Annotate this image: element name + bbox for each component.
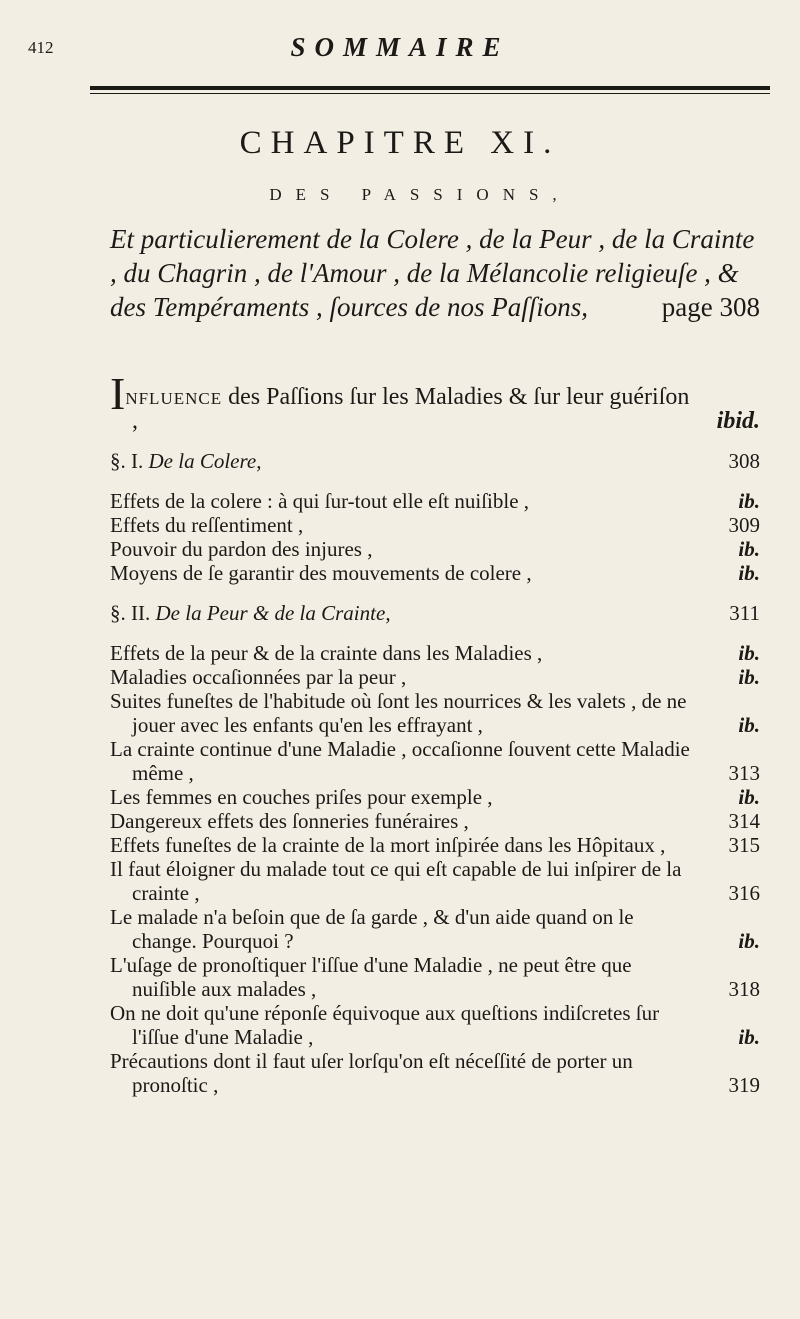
chapter-summary	[110, 222, 760, 324]
toc-entry-page: ib.	[738, 665, 760, 689]
section-page: 308	[728, 449, 760, 473]
toc-entry-page: ib.	[738, 561, 760, 585]
toc-entry-text: Il faut éloigner du malade tout ce qui eſt capable de lui inſpirer de la crainte ,	[110, 857, 682, 905]
chapter-subtitle: DES PASSIONS,	[269, 185, 571, 204]
toc-entry	[110, 489, 760, 513]
toc-entry-page: 313	[728, 761, 760, 785]
lead-entry-text: des Paſſions ſur les Maladies & ſur leur guériſon ,	[132, 384, 690, 434]
drop-initial: I	[110, 368, 126, 419]
page-number: 412	[28, 38, 54, 57]
toc-entry-page: ib.	[738, 537, 760, 561]
toc-entry-text: On ne doit qu'une réponſe équivoque aux queſtions indiſcretes ſur l'iſſue d'une Maladie ,	[110, 1001, 660, 1049]
toc-entry-page: 316	[728, 881, 760, 905]
toc-entry-page: 318	[728, 977, 760, 1001]
toc-entry-text: Suites funeſtes de l'habitude où ſont les nourrices & les valets , de ne jouer avec les enfants qu'en les effrayant ,	[110, 689, 687, 737]
section-title: De la Peur & de la Crainte	[155, 601, 386, 625]
toc-entry-text: Effets de la peur & de la crainte dans les Maladies ,	[110, 641, 543, 665]
toc-entry-text: Effets du reſſentiment ,	[110, 513, 304, 537]
toc-entry	[110, 665, 760, 689]
toc-entry-page: ib.	[738, 641, 760, 665]
toc-entry	[110, 641, 760, 665]
toc-entry-text: Effets funeſtes de la crainte de la mort inſpirée dans les Hôpitaux ,	[110, 833, 666, 857]
section-label: §. I.	[110, 449, 144, 473]
toc-entry-text: Maladies occaſionnées par la peur ,	[110, 665, 407, 689]
section-heading-1: §. I. De la Colere, 308	[110, 449, 760, 473]
toc-entry-page: ib.	[738, 713, 760, 737]
chapter-summary-text: Et particulierement de la Colere , de la Peur , de la Crainte , du Chagrin , de l'Amour , de la Mélancolie religieuſe , & des Tempéraments , ſources de nos Paſſions,	[110, 224, 755, 322]
toc-entry	[110, 833, 760, 857]
toc-entry-text: Moyens de ſe garantir des mouvements de colere ,	[110, 561, 532, 585]
running-title: SOMMAIRE	[290, 32, 510, 62]
toc-entry-page: 314	[728, 809, 760, 833]
header-rule-thick	[90, 86, 770, 90]
toc-entry	[110, 857, 760, 905]
toc-entry	[110, 1001, 760, 1049]
section-heading-2: §. II. De la Peur & de la Crainte, 311	[110, 601, 760, 625]
toc-entry	[110, 689, 760, 737]
toc-entry	[110, 785, 760, 809]
toc-entry	[110, 809, 760, 833]
toc-entry-page: 319	[728, 1073, 760, 1097]
toc-entry	[110, 905, 760, 953]
toc-entry-page: 309	[728, 513, 760, 537]
toc-entry-text: Le malade n'a beſoin que de ſa garde , & d'un aide quand on le change. Pourquoi ?	[110, 905, 634, 953]
toc-entry-page: ib.	[738, 929, 760, 953]
running-head	[28, 28, 772, 68]
lead-entry	[110, 368, 760, 434]
toc-entry	[110, 953, 760, 1001]
toc-entry	[110, 513, 760, 537]
chapter-summary-page: page 308	[661, 292, 760, 322]
toc-entry-page: 315	[728, 833, 760, 857]
toc-entry-text: Effets de la colere : à qui ſur-tout elle eſt nuiſible ,	[110, 489, 530, 513]
chapter-title: CHAPITRE XI.	[239, 125, 561, 161]
toc-entry-page: ib.	[738, 785, 760, 809]
table-of-contents	[110, 368, 760, 1097]
toc-entry-text: Dangereux effets des ſonneries funéraires ,	[110, 809, 469, 833]
toc-entry-text: La crainte continue d'une Maladie , occaſionne ſouvent cette Maladie même ,	[110, 737, 690, 785]
toc-entry-text: L'uſage de pronoſtiquer l'iſſue d'une Maladie , ne peut être que nuiſible aux malades ,	[110, 953, 632, 1001]
section-page: 311	[729, 601, 760, 625]
toc-entry-page: ib.	[738, 1025, 760, 1049]
toc-entry-page: ib.	[738, 489, 760, 513]
lead-entry-page: ibid.	[716, 408, 760, 434]
lead-entry-smallcaps: nfluence	[125, 384, 223, 410]
toc-entry-text: Précautions dont il faut uſer lorſqu'on eſt néceſſité de porter un pronoſtic ,	[110, 1049, 633, 1097]
toc-entry	[110, 737, 760, 785]
section-label: §. II.	[110, 601, 151, 625]
section-title: De la Colere	[148, 449, 257, 473]
toc-entry	[110, 1049, 760, 1097]
toc-entry-text: Les femmes en couches priſes pour exemple ,	[110, 785, 493, 809]
toc-entry-text: Pouvoir du pardon des injures ,	[110, 537, 373, 561]
toc-entry	[110, 537, 760, 561]
toc-entry	[110, 561, 760, 585]
header-rule-thin	[90, 93, 770, 94]
